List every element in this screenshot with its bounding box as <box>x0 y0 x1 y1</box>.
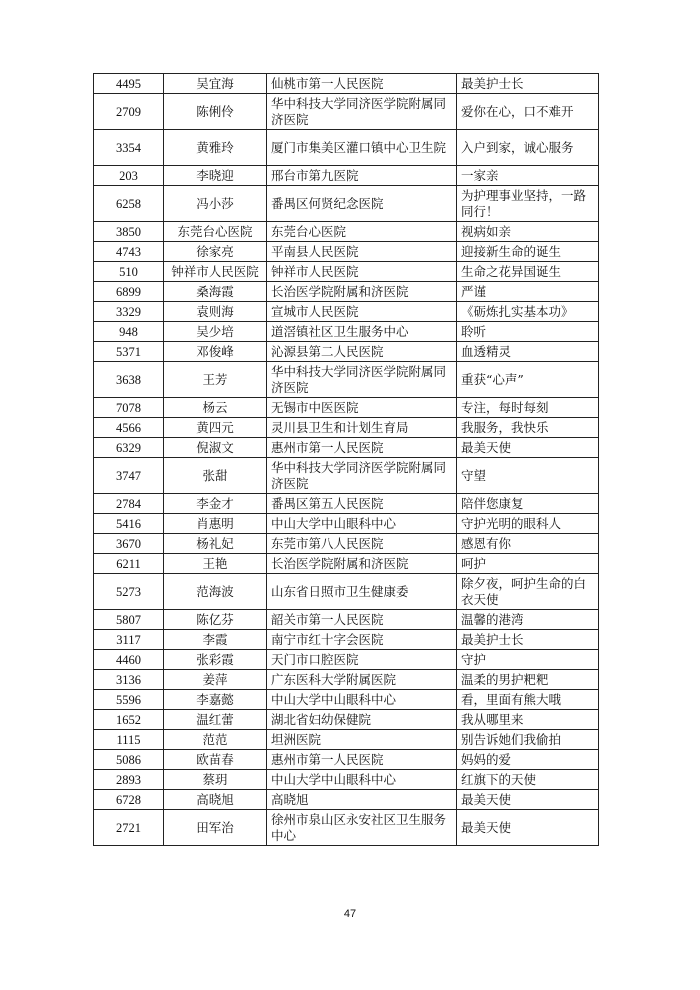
entry-id-cell: 5416 <box>94 514 164 534</box>
organization-cell: 华中科技大学同济医学院附属同济医院 <box>267 94 457 130</box>
organization-cell: 无锡市中医医院 <box>267 398 457 418</box>
table-row <box>94 130 599 166</box>
entry-id-cell: 2709 <box>94 94 164 130</box>
work-title-cell: 最美护士长 <box>457 630 599 650</box>
organization-cell: 南宁市红十字会医院 <box>267 630 457 650</box>
table-row <box>94 282 599 302</box>
table-row <box>94 514 599 534</box>
person-name-cell: 吴宜海 <box>164 74 267 94</box>
work-title-cell: 最美天使 <box>457 810 599 846</box>
organization-cell: 厦门市集美区灌口镇中心卫生院 <box>267 130 457 166</box>
organization-cell: 灵川县卫生和计划生育局 <box>267 418 457 438</box>
organization-cell: 番禺区何贤纪念医院 <box>267 186 457 222</box>
organization-cell: 徐州市泉山区永安社区卫生服务中心 <box>267 810 457 846</box>
work-title-cell: 血透精灵 <box>457 342 599 362</box>
person-name-cell: 陈亿芬 <box>164 610 267 630</box>
organization-cell: 华中科技大学同济医学院附属同济医院 <box>267 458 457 494</box>
person-name-cell: 吴少培 <box>164 322 267 342</box>
work-title-cell: 呵护 <box>457 554 599 574</box>
work-title-cell: 守护光明的眼科人 <box>457 514 599 534</box>
work-title-cell: 一家亲 <box>457 166 599 186</box>
person-name-cell: 倪淑文 <box>164 438 267 458</box>
entry-id-cell: 948 <box>94 322 164 342</box>
work-title-cell: 严谨 <box>457 282 599 302</box>
entry-id-cell: 6329 <box>94 438 164 458</box>
entry-id-cell: 510 <box>94 262 164 282</box>
table-row <box>94 554 599 574</box>
table-row <box>94 670 599 690</box>
organization-cell: 番禺区第五人民医院 <box>267 494 457 514</box>
entry-id-cell: 4743 <box>94 242 164 262</box>
person-name-cell: 蔡玥 <box>164 770 267 790</box>
table-row <box>94 302 599 322</box>
table-row <box>94 166 599 186</box>
work-title-cell: 迎接新生命的诞生 <box>457 242 599 262</box>
organization-cell: 沁源县第二人民医院 <box>267 342 457 362</box>
person-name-cell: 高晓旭 <box>164 790 267 810</box>
entry-id-cell: 5086 <box>94 750 164 770</box>
organization-cell: 坦洲医院 <box>267 730 457 750</box>
person-name-cell: 杨云 <box>164 398 267 418</box>
work-title-cell: 最美天使 <box>457 438 599 458</box>
table-row <box>94 398 599 418</box>
table-row <box>94 574 599 610</box>
organization-cell: 长治医学院附属和济医院 <box>267 554 457 574</box>
person-name-cell: 邓俊峰 <box>164 342 267 362</box>
organization-cell: 中山大学中山眼科中心 <box>267 690 457 710</box>
entry-id-cell: 5596 <box>94 690 164 710</box>
person-name-cell: 李霞 <box>164 630 267 650</box>
person-name-cell: 陈俐伶 <box>164 94 267 130</box>
entry-id-cell: 6211 <box>94 554 164 574</box>
organization-cell: 邢台市第九医院 <box>267 166 457 186</box>
entry-id-cell: 4460 <box>94 650 164 670</box>
person-name-cell: 冯小莎 <box>164 186 267 222</box>
work-title-cell: 最美护士长 <box>457 74 599 94</box>
table-row <box>94 438 599 458</box>
work-title-cell: 温馨的港湾 <box>457 610 599 630</box>
entry-id-cell: 3136 <box>94 670 164 690</box>
work-title-cell: 守护 <box>457 650 599 670</box>
work-title-cell: 守望 <box>457 458 599 494</box>
table-row <box>94 730 599 750</box>
person-name-cell: 黄四元 <box>164 418 267 438</box>
entry-id-cell: 5371 <box>94 342 164 362</box>
table-row <box>94 790 599 810</box>
work-title-cell: 别告诉她们我偷拍 <box>457 730 599 750</box>
entry-id-cell: 1115 <box>94 730 164 750</box>
work-title-cell: 入户到家，诚心服务 <box>457 130 599 166</box>
work-title-cell: 感恩有你 <box>457 534 599 554</box>
organization-cell: 惠州市第一人民医院 <box>267 438 457 458</box>
organization-cell: 山东省日照市卫生健康委 <box>267 574 457 610</box>
page-number: 47 <box>343 908 357 920</box>
person-name-cell: 袁则海 <box>164 302 267 322</box>
person-name-cell: 温红蕾 <box>164 710 267 730</box>
entries-table <box>93 73 599 846</box>
work-title-cell: 红旗下的天使 <box>457 770 599 790</box>
organization-cell: 华中科技大学同济医学院附属同济医院 <box>267 362 457 398</box>
work-title-cell: 《砺炼扎实基本功》 <box>457 302 599 322</box>
organization-cell: 湖北省妇幼保健院 <box>267 710 457 730</box>
work-title-cell: 生命之花异国诞生 <box>457 262 599 282</box>
work-title-cell: 视病如亲 <box>457 222 599 242</box>
person-name-cell: 张甜 <box>164 458 267 494</box>
person-name-cell: 李嘉懿 <box>164 690 267 710</box>
person-name-cell: 杨礼妃 <box>164 534 267 554</box>
organization-cell: 中山大学中山眼科中心 <box>267 514 457 534</box>
work-title-cell: 专注，每时每刻 <box>457 398 599 418</box>
work-title-cell: 聆听 <box>457 322 599 342</box>
table-row <box>94 74 599 94</box>
work-title-cell: 我服务，我快乐 <box>457 418 599 438</box>
work-title-cell: 除夕夜，呵护生命的白衣天使 <box>457 574 599 610</box>
entry-id-cell: 6728 <box>94 790 164 810</box>
table-row <box>94 458 599 494</box>
table-row <box>94 494 599 514</box>
person-name-cell: 张彩霞 <box>164 650 267 670</box>
person-name-cell: 李晓迎 <box>164 166 267 186</box>
entry-id-cell: 7078 <box>94 398 164 418</box>
person-name-cell: 姜萍 <box>164 670 267 690</box>
person-name-cell: 田军治 <box>164 810 267 846</box>
person-name-cell: 王芳 <box>164 362 267 398</box>
table-row <box>94 610 599 630</box>
organization-cell: 高晓旭 <box>267 790 457 810</box>
table-row <box>94 418 599 438</box>
table-row <box>94 534 599 554</box>
organization-cell: 东莞市第八人民医院 <box>267 534 457 554</box>
table-row <box>94 650 599 670</box>
person-name-cell: 桑海霞 <box>164 282 267 302</box>
organization-cell: 长治医学院附属和济医院 <box>267 282 457 302</box>
work-title-cell: 温柔的男护粑粑 <box>457 670 599 690</box>
organization-cell: 道滘镇社区卫生服务中心 <box>267 322 457 342</box>
entry-id-cell: 3850 <box>94 222 164 242</box>
table-row <box>94 322 599 342</box>
entry-id-cell: 4566 <box>94 418 164 438</box>
entry-id-cell: 3329 <box>94 302 164 322</box>
table-row <box>94 262 599 282</box>
organization-cell: 惠州市第一人民医院 <box>267 750 457 770</box>
table-row <box>94 630 599 650</box>
entry-id-cell: 3638 <box>94 362 164 398</box>
table-row <box>94 770 599 790</box>
organization-cell: 钟祥市人民医院 <box>267 262 457 282</box>
person-name-cell: 徐家亮 <box>164 242 267 262</box>
work-title-cell: 重获“心声” <box>457 362 599 398</box>
entry-id-cell: 5807 <box>94 610 164 630</box>
entry-id-cell: 3117 <box>94 630 164 650</box>
person-name-cell: 李金才 <box>164 494 267 514</box>
entry-id-cell: 2893 <box>94 770 164 790</box>
table-row <box>94 242 599 262</box>
entry-id-cell: 2784 <box>94 494 164 514</box>
organization-cell: 平南县人民医院 <box>267 242 457 262</box>
entry-id-cell: 4495 <box>94 74 164 94</box>
table-row <box>94 690 599 710</box>
entry-id-cell: 2721 <box>94 810 164 846</box>
table-row <box>94 750 599 770</box>
organization-cell: 天门市口腔医院 <box>267 650 457 670</box>
person-name-cell: 黄雅玲 <box>164 130 267 166</box>
organization-cell: 宣城市人民医院 <box>267 302 457 322</box>
person-name-cell: 范海波 <box>164 574 267 610</box>
work-title-cell: 为护理事业坚持，一路同行！ <box>457 186 599 222</box>
person-name-cell: 欧苗春 <box>164 750 267 770</box>
work-title-cell: 看，里面有熊大哦 <box>457 690 599 710</box>
person-name-cell: 范范 <box>164 730 267 750</box>
organization-cell: 东莞台心医院 <box>267 222 457 242</box>
work-title-cell: 最美天使 <box>457 790 599 810</box>
work-title-cell: 我从哪里来 <box>457 710 599 730</box>
person-name-cell: 东莞台心医院 <box>164 222 267 242</box>
organization-cell: 中山大学中山眼科中心 <box>267 770 457 790</box>
entry-id-cell: 3670 <box>94 534 164 554</box>
work-title-cell: 爱你在心，口不难开 <box>457 94 599 130</box>
organization-cell: 仙桃市第一人民医院 <box>267 74 457 94</box>
entry-id-cell: 3747 <box>94 458 164 494</box>
entries-table-body <box>94 74 599 846</box>
table-row <box>94 342 599 362</box>
work-title-cell: 妈妈的爱 <box>457 750 599 770</box>
table-row <box>94 710 599 730</box>
entry-id-cell: 1652 <box>94 710 164 730</box>
organization-cell: 广东医科大学附属医院 <box>267 670 457 690</box>
entry-id-cell: 203 <box>94 166 164 186</box>
person-name-cell: 钟祥市人民医院 <box>164 262 267 282</box>
entry-id-cell: 6258 <box>94 186 164 222</box>
table-row <box>94 94 599 130</box>
entry-id-cell: 5273 <box>94 574 164 610</box>
entry-id-cell: 6899 <box>94 282 164 302</box>
organization-cell: 韶关市第一人民医院 <box>267 610 457 630</box>
table-row <box>94 186 599 222</box>
person-name-cell: 肖惠明 <box>164 514 267 534</box>
table-row <box>94 222 599 242</box>
person-name-cell: 王艳 <box>164 554 267 574</box>
table-row <box>94 362 599 398</box>
work-title-cell: 陪伴您康复 <box>457 494 599 514</box>
entry-id-cell: 3354 <box>94 130 164 166</box>
table-row <box>94 810 599 846</box>
